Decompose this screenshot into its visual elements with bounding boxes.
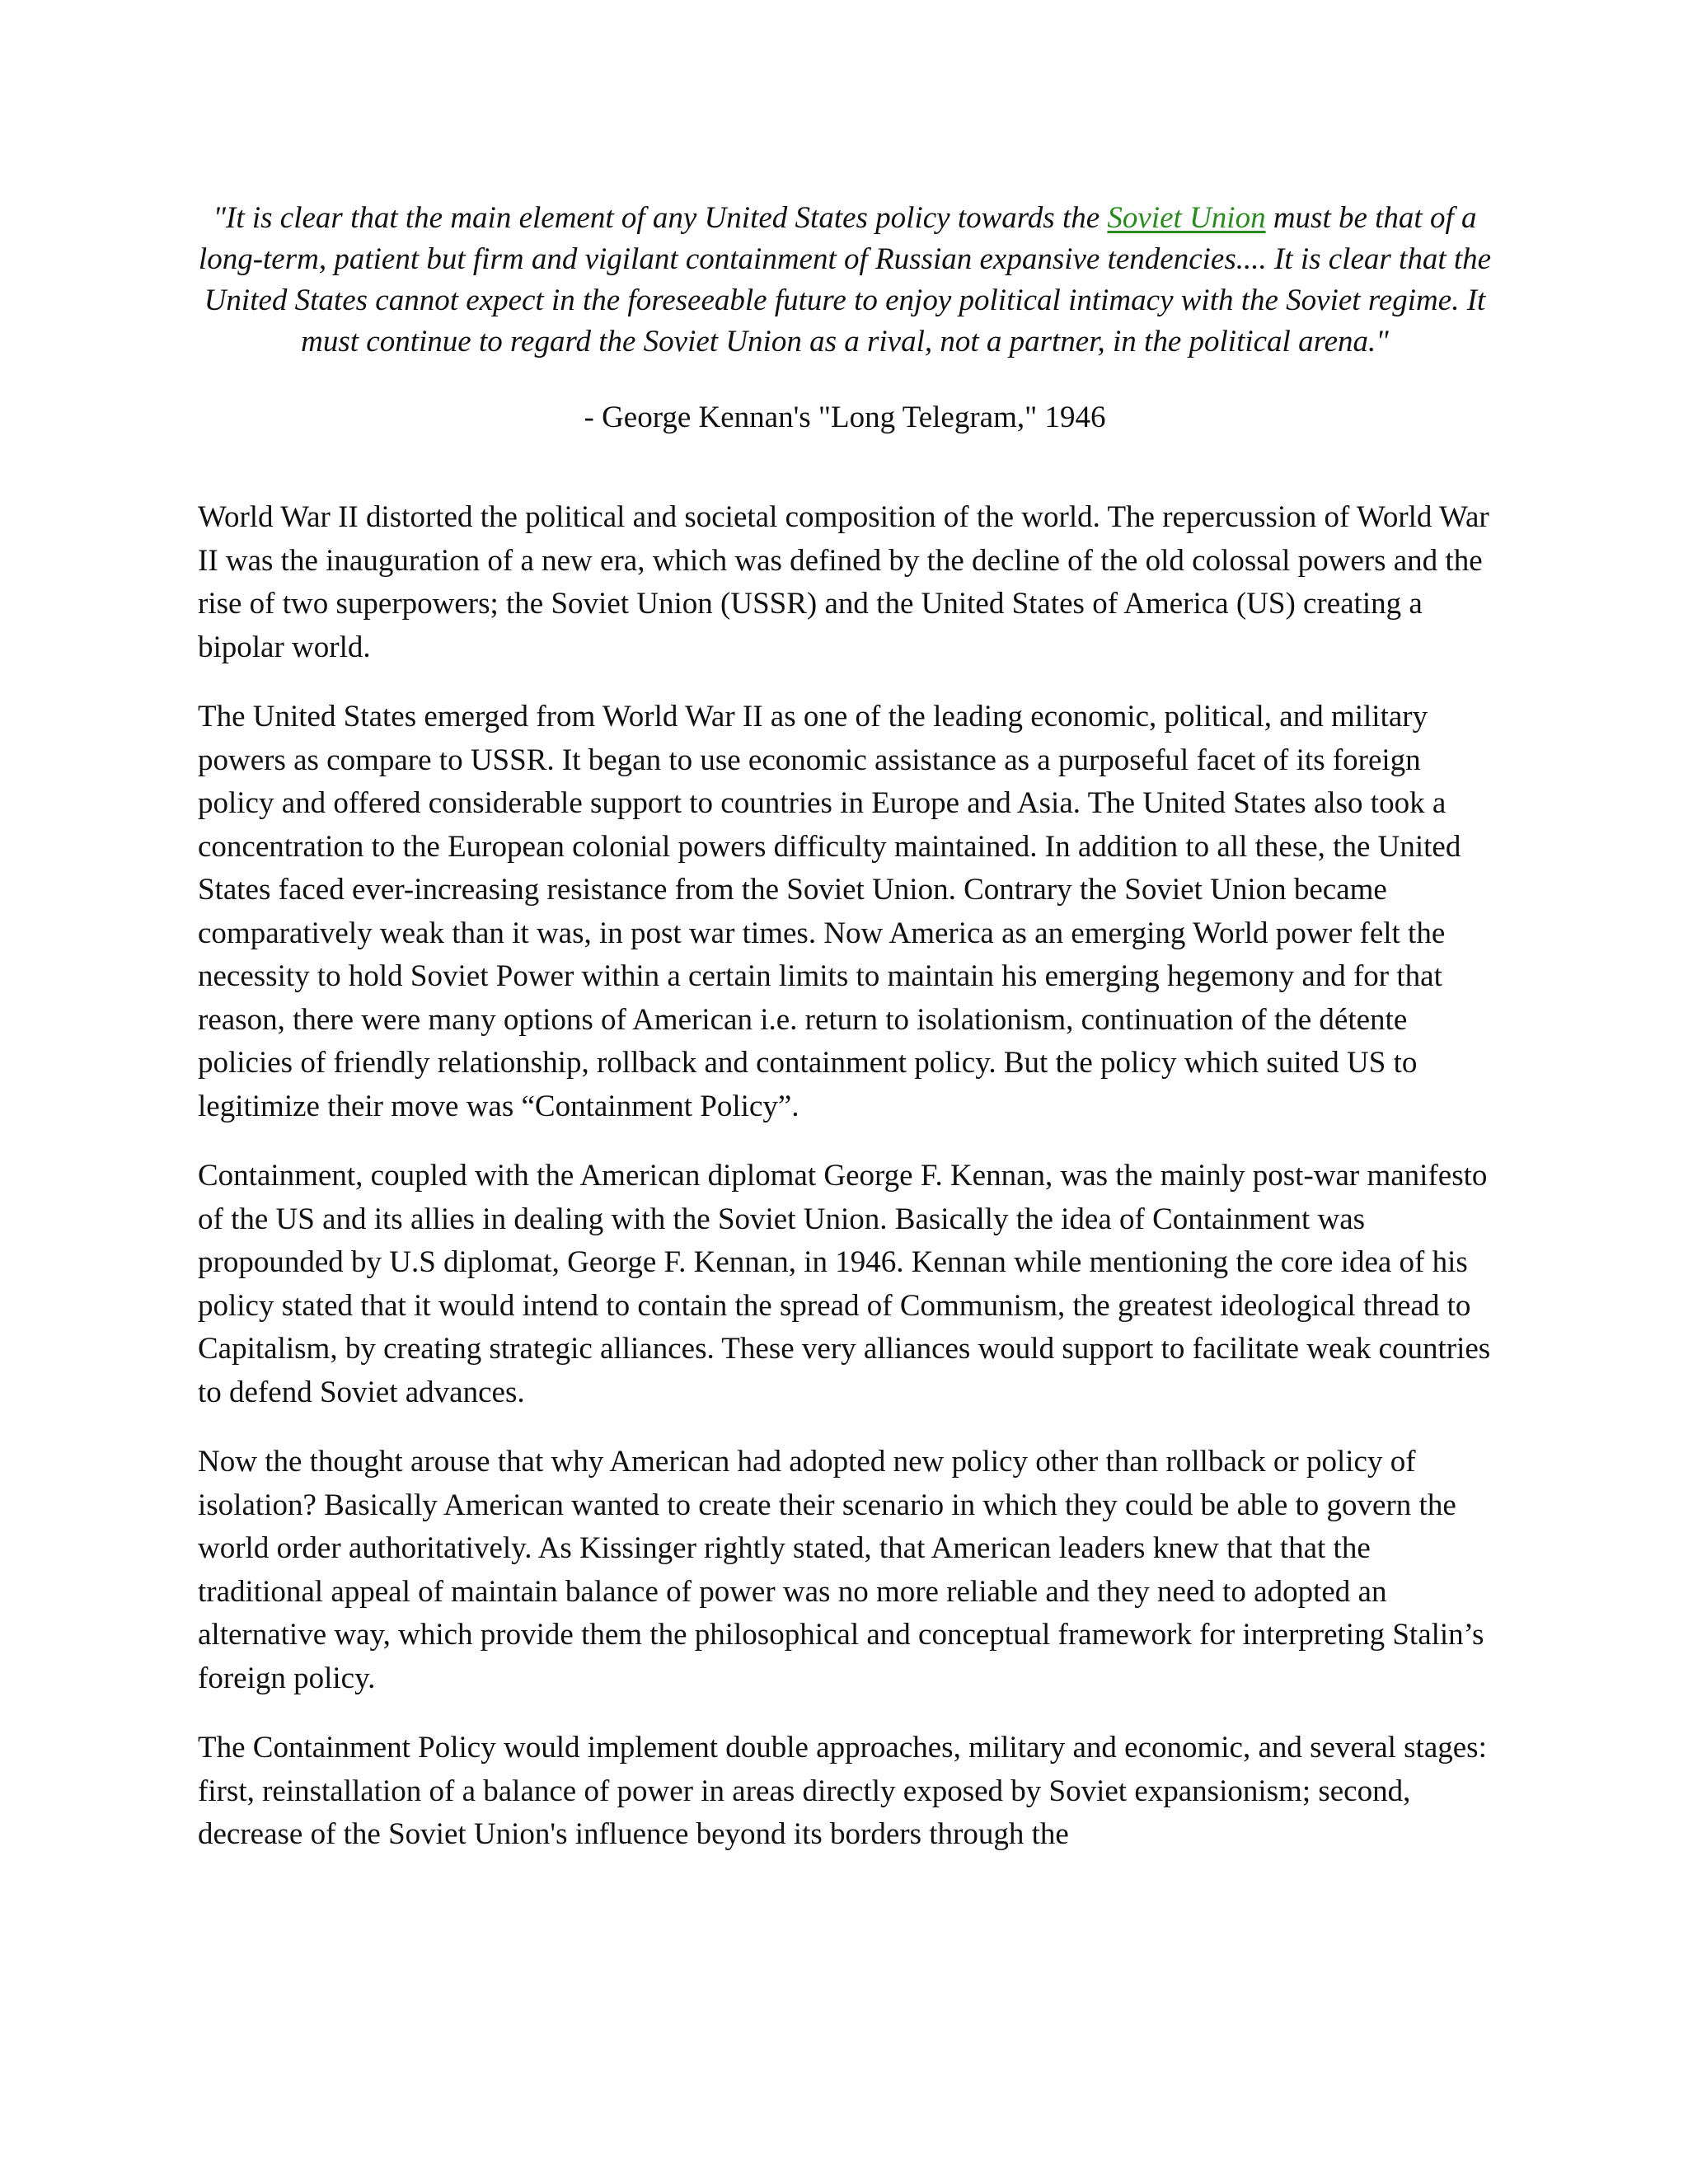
paragraph: The United States emerged from World War II as one of the leading economic, political, and military powers as compare to USSR. It began to use economic assistance as a purposeful facet of its foreign policy and offered considerable support to countries in Europe and Asia. The United States also took a concentration to the European colonial powers difficulty maintained. In addition to all these, the United States faced ever-increasing resistance from the Soviet Union. Contrary the Soviet Union became comparatively weak than it was, in post war times. Now America as an emerging World power felt the necessity to hold Soviet Power within a certain limits to maintain his emerging hegemony and for that reason, there were many options of American i.e. return to isolationism, continuation of the détente policies of friendly relationship, rollback and containment policy. But the policy which suited US to legitimize their move was “Containment Policy”. [198,700,1461,1123]
epigraph-attribution: - George Kennan's "Long Telegram," 1946 [584,401,1106,434]
epigraph-text-start: "It is clear that the main element of any United States policy towards the [213,201,1108,235]
paragraph: The Containment Policy would implement double approaches, military and economic, and several stages: first, reinstallation of a balance of power in areas directly exposed by Soviet expansionism; second, decrease of the Soviet Union's influence beyond its borders through the [198,1731,1487,1851]
body-text [198,496,1492,1857]
epigraph-text-end: must be that of a long-term, patient but firm and vigilant containment of Russian expansive tendencies.... It is clear that the United States cannot expect in the foreseeable future to enjoy political intimacy with the Soviet regime. It must continue to regard the Soviet Union as a rival, not a partner, in the political arena." [198,201,1492,359]
paragraph: Now the thought arouse that why American had adopted new policy other than rollback or policy of isolation? Basically American wanted to create their scenario in which they could be able to govern the world order authoritatively. As Kissinger rightly stated, that American leaders knew that that the traditional appeal of maintain balance of power was no more reliable and they need to adopted an alternative way, which provide them the philosophical and conceptual framework for interpreting Stalin’s foreign policy. [198,1445,1484,1695]
paragraph: World War II distorted the political and societal composition of the world. The repercussion of World War II was the inauguration of a new era, which was defined by the decline of the old colossal powers and the rise of two superpowers; the Soviet Union (USSR) and the United States of America (US) creating a bipolar world. [198,500,1489,664]
document-page [198,198,1492,1883]
soviet-union-link[interactable]: Soviet Union [1107,201,1266,235]
epigraph-quote [198,198,1492,363]
paragraph: Containment, coupled with the American diplomat George F. Kennan, was the mainly post-war manifesto of the US and its allies in dealing with the Soviet Union. Basically the idea of Containment was propounded by U.S diplomat, George F. Kennan, in 1946. Kennan while mentioning the core idea of his policy stated that it would intend to contain the spread of Communism, the greatest ideological thread to Capitalism, by creating strategic alliances. These very alliances would support to facilitate weak countries to defend Soviet advances. [198,1159,1491,1409]
